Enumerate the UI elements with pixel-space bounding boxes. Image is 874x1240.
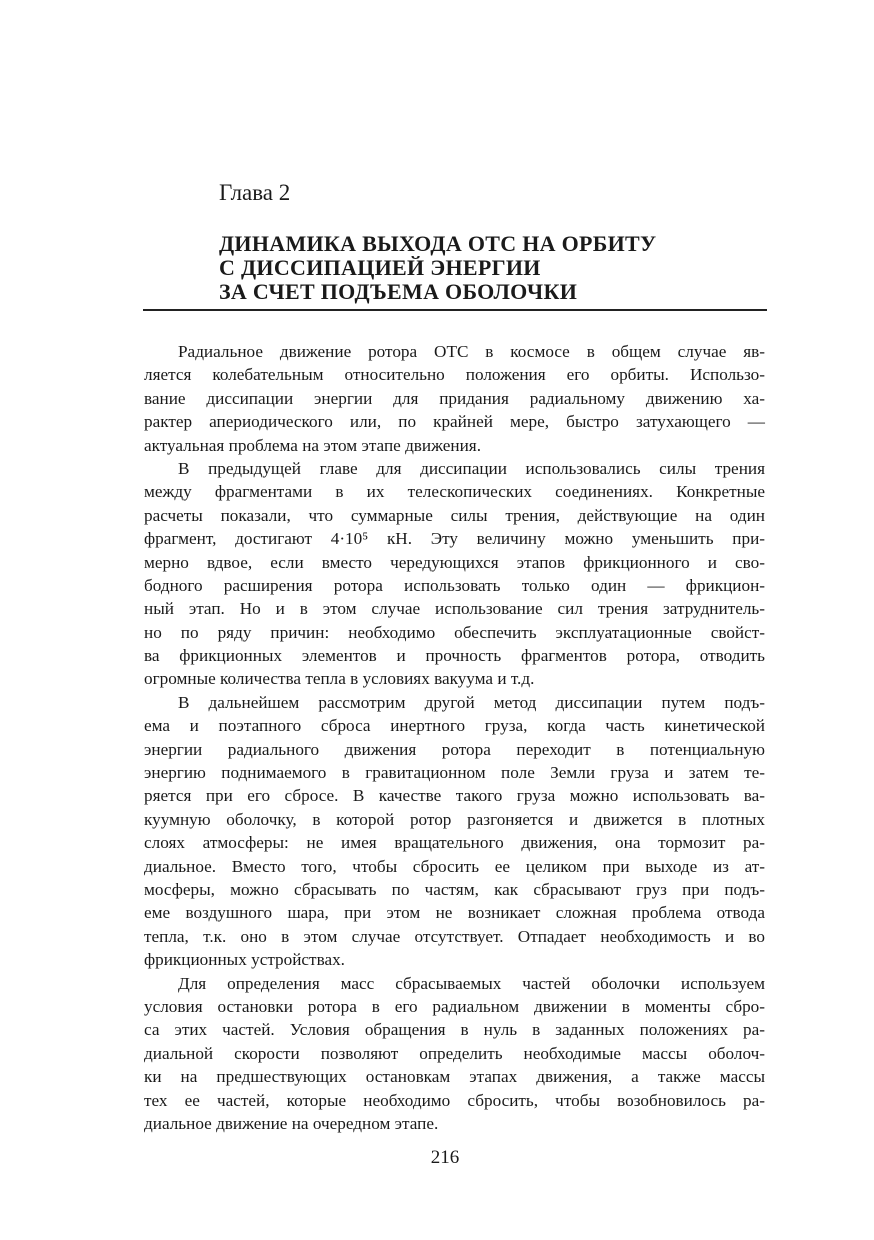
text-line: бодного расширения ротора использовать только один — фрикцион-: [144, 575, 765, 595]
text-line: диальное движение на очередном этапе.: [144, 1113, 439, 1133]
text-line: тех ее частей, которые необходимо сбросить, чтобы возобновилось ра-: [144, 1090, 765, 1110]
text-line: фрикционных устройствах.: [144, 950, 345, 970]
text-line: расчеты показали, что суммарные силы трения, действующие на один: [144, 505, 765, 525]
text-line: энергии радиального движения ротора переходит в потенциальную: [144, 739, 765, 759]
text-line: энергию поднимаемого в гравитационном поле Земли груза и затем те-: [144, 763, 765, 783]
paragraph: [144, 340, 765, 457]
text-line: ряется при его сбросе. В качестве такого груза можно использовать ва-: [144, 786, 765, 806]
body-text: [144, 340, 765, 1135]
text-line: огромные количества тепла в условиях вакуума и т.д.: [144, 669, 535, 689]
text-line: диальное. Вместо того, чтобы сбросить ее целиком при выходе из ат-: [144, 856, 765, 876]
text-line: мерно вдвое, если вместо чередующихся этапов фрикционного и сво-: [144, 552, 765, 572]
text-line: актуальная проблема на этом этапе движения.: [144, 435, 482, 455]
text-line: диальной скорости позволяют определить необходимые массы оболоч-: [144, 1043, 765, 1063]
text-line: между фрагментами в их телескопических соединениях. Конкретные: [144, 482, 765, 502]
title-line: ЗА СЧЕТ ПОДЪЕМА ОБОЛОЧКИ: [219, 279, 578, 304]
text-line: Для определения масс сбрасываемых частей оболочки используем: [178, 973, 765, 993]
text-line: Радиальное движение ротора ОТС в космосе в общем случае яв-: [178, 342, 765, 361]
paragraph: [144, 457, 765, 691]
page-number: 216: [430, 1147, 460, 1168]
text-line: В дальнейшем рассмотрим другой метод диссипации путем подъ-: [178, 692, 765, 712]
text-line: ва фрикционных элементов и прочность фрагментов ротора, отводить: [144, 646, 765, 666]
text-line: слоях атмосферы: не имея вращательного движения, она тормозит ра-: [144, 833, 765, 853]
text-line: фрагмент, достигают 4·10⁵ кН. Эту величину можно уменьшить при-: [144, 529, 765, 549]
chapter-label: Глава 2: [219, 180, 291, 205]
text-line: ки на предшествующих остановкам этапах движения, а также массы: [144, 1067, 765, 1087]
chapter-title: [219, 232, 656, 304]
title-line: С ДИССИПАЦИЕЙ ЭНЕРГИИ: [219, 255, 541, 280]
text-line: рактер апериодического или, по крайней мере, быстро затухающего —: [144, 412, 765, 432]
text-line: условия остановки ротора в его радиальном движении в моменты сбро-: [144, 996, 765, 1016]
text-line: но по ряду причин: необходимо обеспечить эксплуатационные свойст-: [144, 622, 765, 642]
title-divider: [143, 309, 767, 311]
text-line: еме воздушного шара, при этом не возникает сложная проблема отвода: [144, 903, 765, 923]
text-line: ема и поэтапного сброса инертного груза, когда часть кинетической: [144, 716, 765, 736]
text-line: вание диссипации энергии для придания радиальному движению ха-: [144, 388, 765, 408]
text-line: тепла, т.к. оно в этом случае отсутствует. Отпадает необходимость и во: [144, 926, 765, 946]
title-line: ДИНАМИКА ВЫХОДА ОТС НА ОРБИТУ: [219, 231, 657, 256]
paragraph: [144, 972, 765, 1136]
text-line: ный этап. Но и в этом случае использование сил трения затруднитель-: [144, 599, 765, 619]
paragraph: [144, 691, 765, 972]
text-line: мосферы, можно сбрасывать по частям, как сбрасывают груз при подъ-: [144, 879, 765, 899]
text-line: куумную оболочку, в которой ротор разгоняется и движется в плотных: [144, 809, 765, 829]
text-line: ляется колебательным относительно положения его орбиты. Использо-: [144, 365, 765, 385]
text-line: са этих частей. Условия обращения в нуль в заданных положениях ра-: [144, 1020, 765, 1040]
text-line: В предыдущей главе для диссипации использовались силы трения: [178, 458, 765, 478]
